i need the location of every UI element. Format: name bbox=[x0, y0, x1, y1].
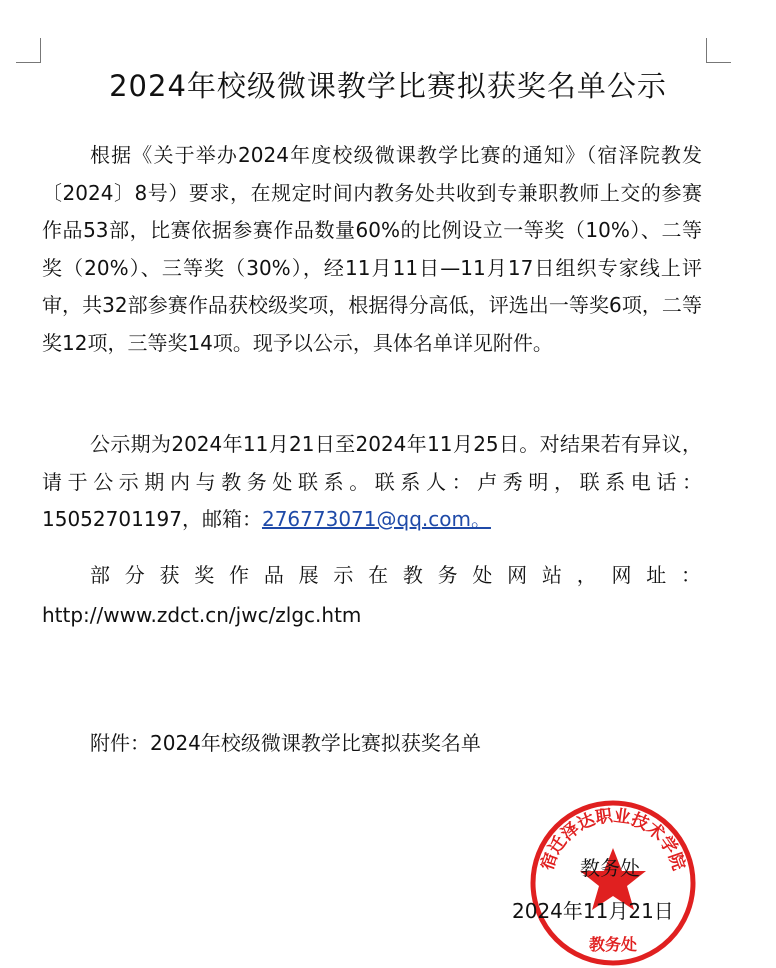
website-url: http://www.zdct.cn/jwc/zlgc.htm bbox=[42, 603, 362, 627]
email-link[interactable]: 276773071@qq.com。 bbox=[261, 507, 491, 531]
seal-arc-text: 宿迁泽达职业技术学院 bbox=[537, 806, 689, 873]
page-corner-mark-top-right bbox=[706, 38, 731, 63]
page-corner-mark-top-left bbox=[16, 38, 41, 63]
contact-info-text: 公示期为2024年11月21日至2024年11月25日。对结果若有异议，请于公示期内与教务处联系。联系人：卢秀明，联系电话：15052701197，邮箱： bbox=[42, 432, 702, 531]
body-paragraph-3: 部分获奖作品展示在教务处网站，网址： bbox=[90, 563, 702, 587]
seal-bottom-text: 教务处 bbox=[588, 935, 638, 954]
body-paragraph-1: 根据《关于举办2024年度校级微课教学比赛的通知》（宿泽院教发〔2024〕8号）要求，在规定时间内教务处共收到专兼职教师上交的参赛作品53部，比赛依据参赛作品数量60%的比例设立一等奖（10%）、二等奖（20%）、三等奖（30%），经11月11日—11月17日组织专家线上评审，共32部参赛作品获校级奖项，根据得分高低，评选出一等奖6项，二等奖12项，三等奖14项。现予以公示，具体名单详见附件。 bbox=[42, 143, 702, 355]
signature-date: 2024年11月21日 bbox=[512, 899, 674, 923]
signature-department: 教务处 bbox=[580, 856, 640, 880]
body-paragraph-2 bbox=[42, 426, 702, 539]
document-title: 2024年校级微课教学比赛拟获奖名单公示 bbox=[109, 69, 667, 103]
attachment-line: 附件：2024年校级微课教学比赛拟获奖名单 bbox=[90, 731, 481, 755]
